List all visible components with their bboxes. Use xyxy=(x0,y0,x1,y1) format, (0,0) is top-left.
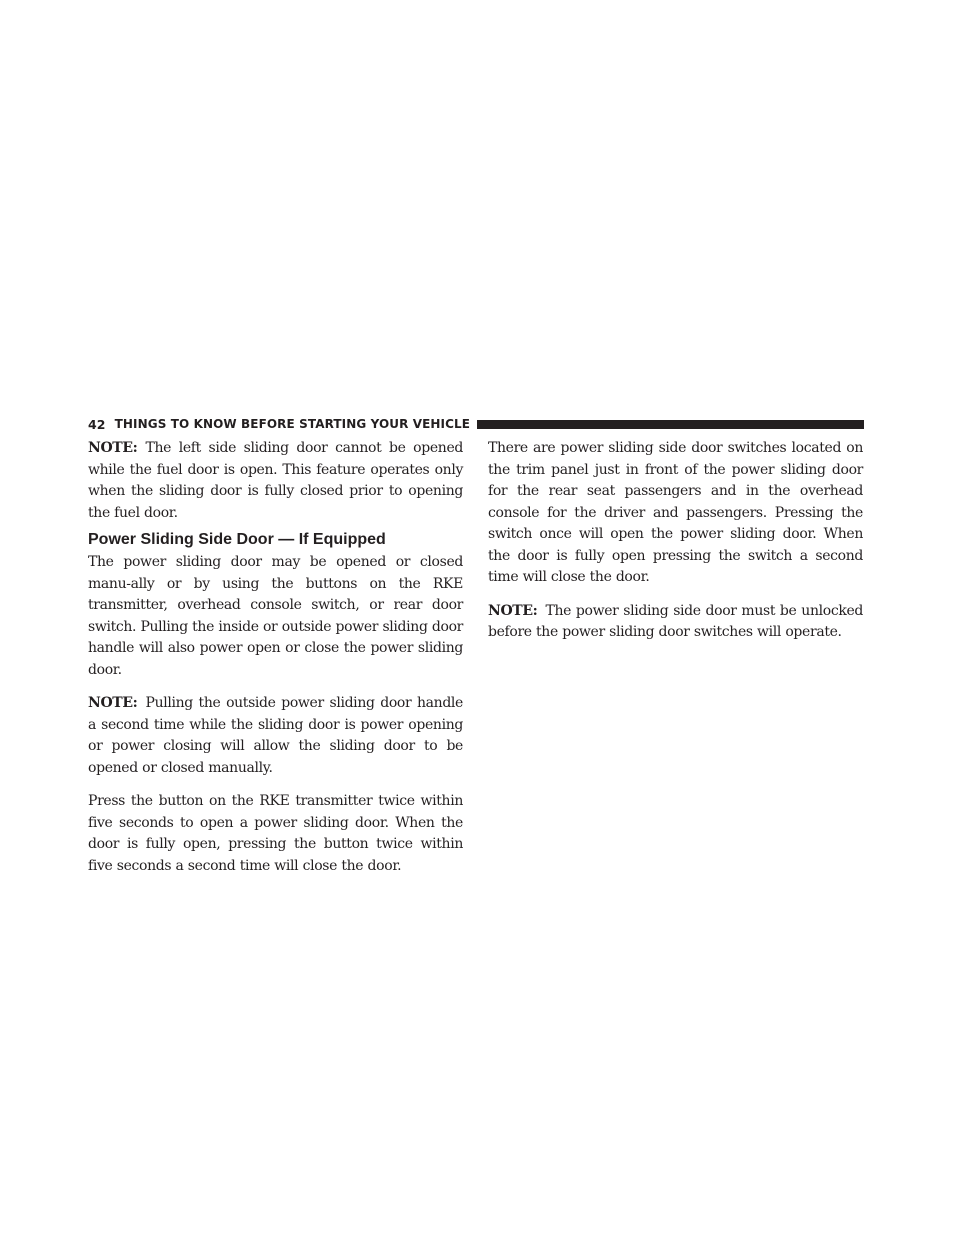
section-title: THINGS TO KNOW BEFORE STARTING YOUR VEHICLE xyxy=(114,417,471,431)
note-handle xyxy=(88,693,463,779)
paragraph-power-sliding-door: The power sliding door may be opened or closed manu-ally or by using the buttons on the RKE transmitter, overhead console switch, or rear door switch. Pulling the inside or outside power sliding door handle will also power open or close the power sliding door. xyxy=(88,554,463,678)
note-text: Pulling the outside power sliding door handle a second time while the sliding door is power opening or power closing will allow the sliding door to be opened or closed manually. xyxy=(88,695,463,776)
note-text: The power sliding side door must be unlocked before the power sliding door switches will operate. xyxy=(488,602,863,640)
header-rule xyxy=(477,420,864,429)
paragraph-door-switches: There are power sliding side door switches located on the trim panel just in front of the power sliding door for the rear seat passengers and in the overhead console for the driver and passengers. Pressing the switch once will open the power sliding door. When the door is fully open pressing the switch a second time will close the door. xyxy=(488,440,863,585)
note-label: NOTE: xyxy=(88,440,138,456)
note-unlocked xyxy=(488,601,863,644)
note-label: NOTE: xyxy=(488,602,538,619)
paragraph-rke-transmitter: Press the button on the RKE transmitter twice within five seconds to open a power sliding door. When the door is fully open, pressing the button twice within five seconds a second time will close the door. xyxy=(88,793,463,874)
left-column xyxy=(88,438,463,889)
note-text: The left side sliding door cannot be opened while the fuel door is open. This feature operates only when the sliding door is fully closed prior to opening the fuel door. xyxy=(88,440,463,521)
page-number: 42 xyxy=(88,416,106,432)
section-heading: Power Sliding Side Door — If Equipped xyxy=(88,531,386,548)
note-fuel-door xyxy=(88,438,463,524)
note-label: NOTE: xyxy=(88,695,138,711)
right-column xyxy=(488,438,863,656)
page-header xyxy=(88,416,864,432)
